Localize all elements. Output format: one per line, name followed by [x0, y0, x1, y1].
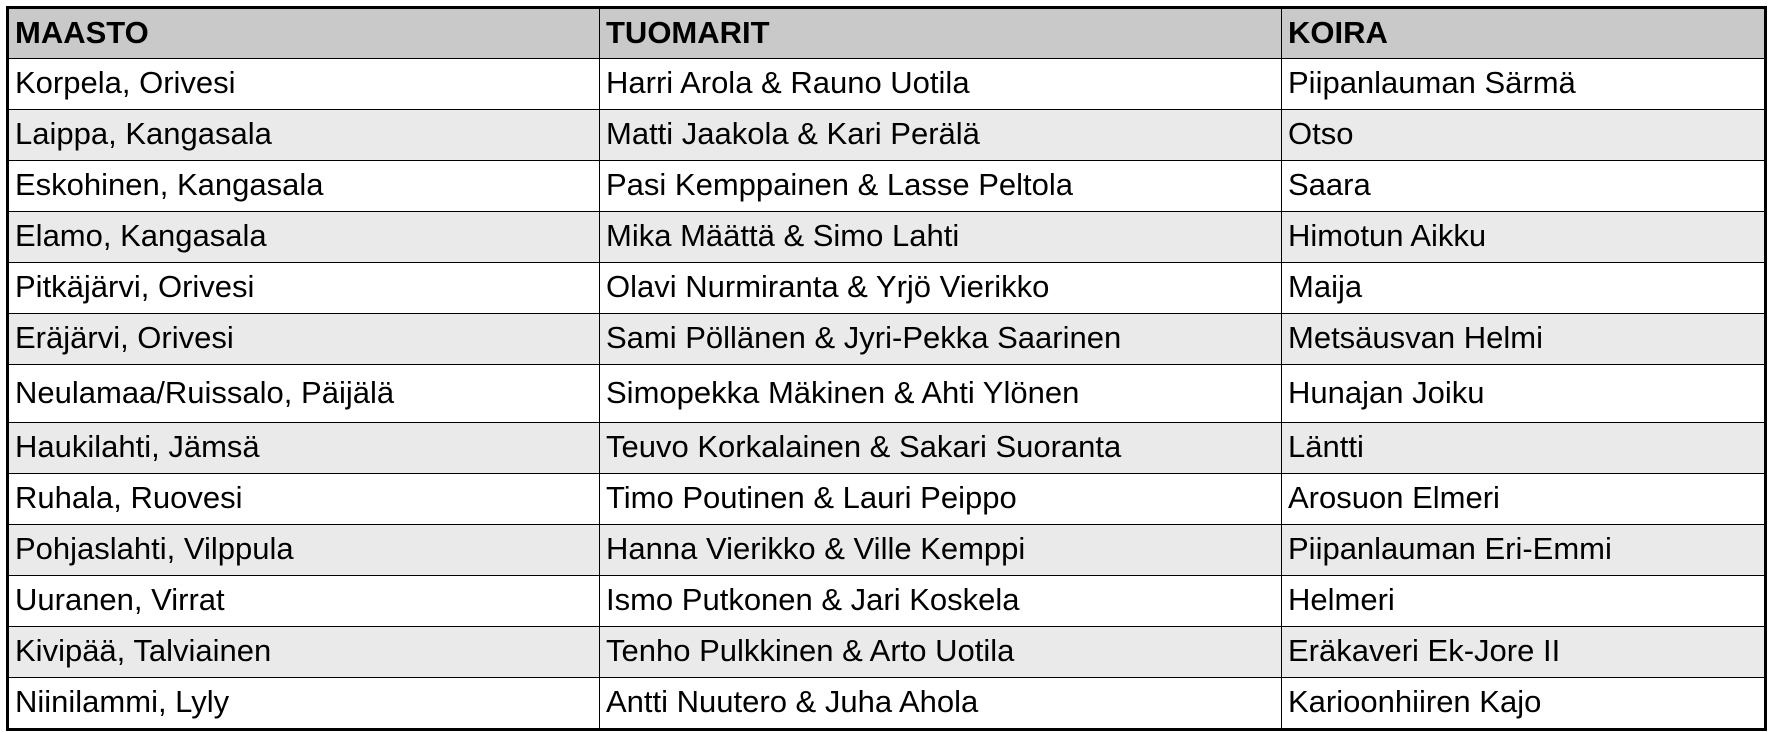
cell-maasto: Ruhala, Ruovesi: [8, 474, 600, 525]
cell-maasto: Eräjärvi, Orivesi: [8, 314, 600, 365]
table-row: [8, 576, 1766, 627]
cell-maasto: Uuranen, Virrat: [8, 576, 600, 627]
cell-koira: Karioonhiiren Kajo: [1282, 678, 1766, 730]
cell-maasto: Haukilahti, Jämsä: [8, 423, 600, 474]
cell-tuomarit: Tenho Pulkkinen & Arto Uotila: [600, 627, 1282, 678]
cell-maasto: Elamo, Kangasala: [8, 212, 600, 263]
cell-koira: Otso: [1282, 110, 1766, 161]
table-row: [8, 423, 1766, 474]
cell-koira: Hunajan Joiku: [1282, 365, 1766, 423]
cell-maasto: Pitkäjärvi, Orivesi: [8, 263, 600, 314]
cell-maasto: Laippa, Kangasala: [8, 110, 600, 161]
cell-koira: Himotun Aikku: [1282, 212, 1766, 263]
cell-tuomarit: Matti Jaakola & Kari Perälä: [600, 110, 1282, 161]
table-row: [8, 263, 1766, 314]
table-header-row: [8, 8, 1766, 59]
cell-koira: Eräkaveri Ek-Jore II: [1282, 627, 1766, 678]
cell-tuomarit: Olavi Nurmiranta & Yrjö Vierikko: [600, 263, 1282, 314]
results-table: [6, 6, 1767, 731]
cell-koira: Läntti: [1282, 423, 1766, 474]
cell-tuomarit: Timo Poutinen & Lauri Peippo: [600, 474, 1282, 525]
cell-maasto: Korpela, Orivesi: [8, 59, 600, 110]
cell-maasto: Niinilammi, Lyly: [8, 678, 600, 730]
column-header-tuomarit: TUOMARIT: [600, 8, 1282, 59]
table-row: [8, 678, 1766, 730]
cell-tuomarit: Pasi Kemppainen & Lasse Peltola: [600, 161, 1282, 212]
cell-koira: Saara: [1282, 161, 1766, 212]
table-row: [8, 474, 1766, 525]
cell-koira: Metsäusvan Helmi: [1282, 314, 1766, 365]
cell-tuomarit: Sami Pöllänen & Jyri-Pekka Saarinen: [600, 314, 1282, 365]
table-row: [8, 314, 1766, 365]
cell-tuomarit: Antti Nuutero & Juha Ahola: [600, 678, 1282, 730]
cell-maasto: Eskohinen, Kangasala: [8, 161, 600, 212]
cell-tuomarit: Mika Määttä & Simo Lahti: [600, 212, 1282, 263]
cell-tuomarit: Hanna Vierikko & Ville Kemppi: [600, 525, 1282, 576]
cell-koira: Maija: [1282, 263, 1766, 314]
table-header: [8, 8, 1766, 59]
column-header-koira: KOIRA: [1282, 8, 1766, 59]
cell-maasto: Neulamaa/Ruissalo, Päijälä: [8, 365, 600, 423]
column-header-maasto: MAASTO: [8, 8, 600, 59]
cell-koira: Piipanlauman Särmä: [1282, 59, 1766, 110]
table-row: [8, 110, 1766, 161]
table-row: [8, 212, 1766, 263]
table-body: [8, 59, 1766, 730]
cell-koira: Helmeri: [1282, 576, 1766, 627]
table-row: [8, 59, 1766, 110]
cell-koira: Arosuon Elmeri: [1282, 474, 1766, 525]
cell-maasto: Pohjaslahti, Vilppula: [8, 525, 600, 576]
cell-maasto: Kivipää, Talviainen: [8, 627, 600, 678]
table-row: [8, 365, 1766, 423]
table-row: [8, 161, 1766, 212]
cell-tuomarit: Teuvo Korkalainen & Sakari Suoranta: [600, 423, 1282, 474]
cell-tuomarit: Ismo Putkonen & Jari Koskela: [600, 576, 1282, 627]
table-row: [8, 525, 1766, 576]
cell-tuomarit: Simopekka Mäkinen & Ahti Ylönen: [600, 365, 1282, 423]
table-row: [8, 627, 1766, 678]
cell-koira: Piipanlauman Eri-Emmi: [1282, 525, 1766, 576]
cell-tuomarit: Harri Arola & Rauno Uotila: [600, 59, 1282, 110]
